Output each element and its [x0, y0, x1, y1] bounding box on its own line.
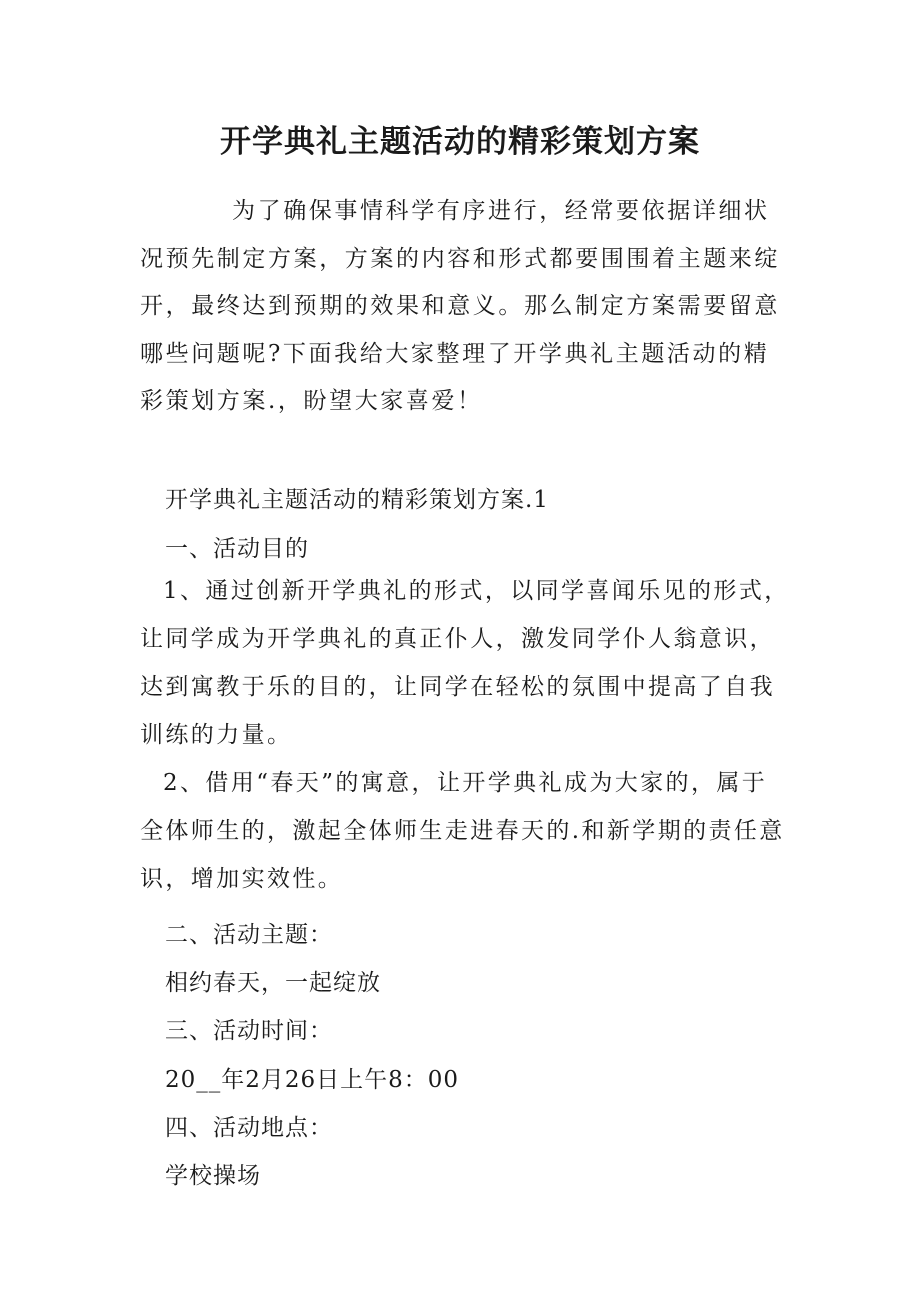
document-title: 开学典礼主题活动的精彩策划方案	[220, 124, 700, 160]
purpose-heading: 一、活动目的	[165, 536, 309, 562]
purpose-item-2: 2、借用“春天”的寓意，让开学典礼成为大家的，属于全体师生的，激起全体师生走进春天的.和新学期的责任意识，增加实效性。	[140, 770, 785, 892]
intro-paragraph: 为了确保事情科学有序进行，经常要依据详细状况预先制定方案，方案的内容和形式都要围围着主题来绽开，最终达到预期的效果和意义。那么制定方案需要留意哪些问题呢?下面我给大家整理了开学典礼主题活动的精彩策划方案.，盼望大家喜爱！	[140, 198, 780, 414]
time-heading: 三、活动时间：	[165, 1018, 333, 1044]
purpose-item-1: 1、通过创新开学典礼的形式，以同学喜闻乐见的形式，让同学成为开学典礼的真正仆人，激发同学仆人翁意识，达到寓教于乐的目的，让同学在轻松的氛围中提高了自我训练的力量。	[140, 578, 790, 748]
theme-body: 相约春天，一起绽放	[165, 970, 381, 996]
section-heading: 开学典礼主题活动的精彩策划方案.1	[165, 487, 549, 513]
theme-heading: 二、活动主题：	[165, 922, 333, 948]
location-body: 学校操场	[165, 1163, 261, 1189]
time-body: 20__年2月26日上午8：00	[165, 1067, 460, 1093]
location-heading: 四、活动地点：	[165, 1115, 333, 1141]
